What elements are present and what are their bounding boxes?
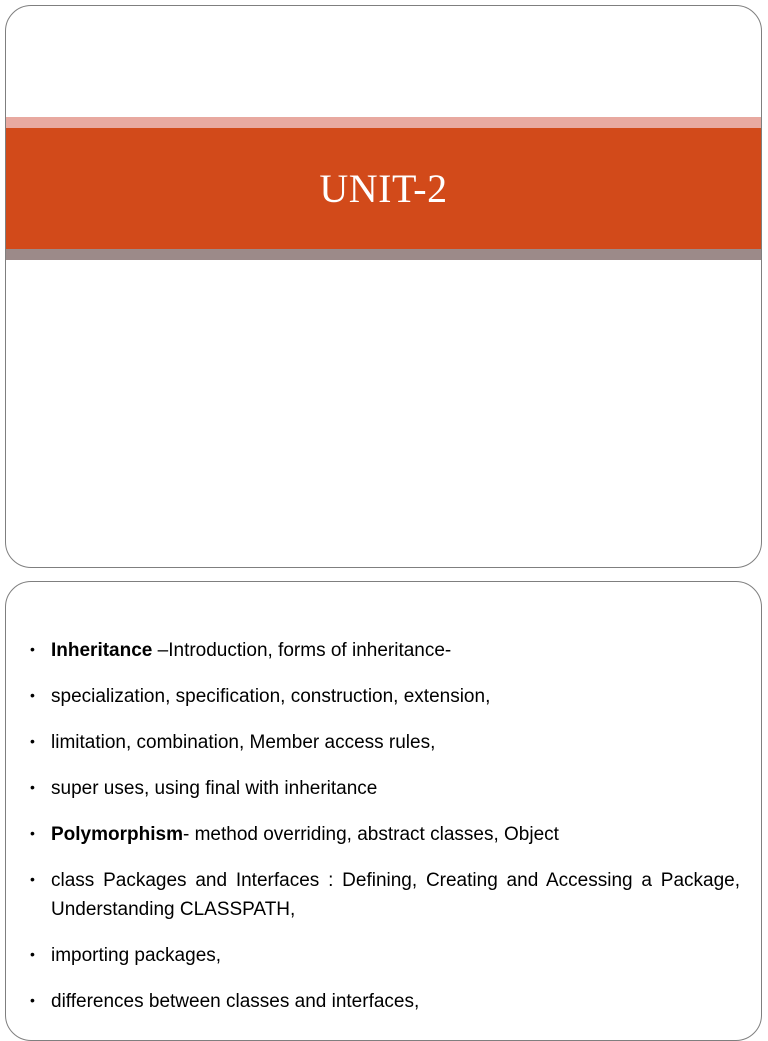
bullet-icon: • xyxy=(30,687,35,703)
bullet-text: –Introduction, forms of inheritance- xyxy=(152,640,452,661)
bullet-icon: • xyxy=(30,641,35,657)
bullet-text: differences between classes and interfaces, xyxy=(51,991,420,1012)
title-band-top-stripe xyxy=(6,117,761,128)
list-item xyxy=(30,682,740,711)
bullet-icon: • xyxy=(30,733,35,749)
title-band-bottom-stripe xyxy=(6,249,761,260)
list-item xyxy=(30,636,740,665)
list-item xyxy=(30,728,740,757)
bullet-text: class Packages and Interfaces : Defining, Creating and Accessing a Package, Understanding CLASSPATH, xyxy=(51,870,740,920)
bullet-list xyxy=(30,636,740,1033)
bullet-icon: • xyxy=(30,779,35,795)
title-slide xyxy=(5,5,762,568)
content-slide xyxy=(5,581,762,1041)
list-item xyxy=(30,987,740,1016)
bullet-icon: • xyxy=(30,992,35,1008)
bullet-text: super uses, using final with inheritance xyxy=(51,778,378,799)
bullet-bold-term: Inheritance xyxy=(51,640,153,661)
bullet-text: specialization, specification, construction, extension, xyxy=(51,686,491,707)
bullet-text: importing packages, xyxy=(51,945,222,966)
list-item xyxy=(30,866,740,924)
bullet-bold-term: Polymorphism xyxy=(51,824,183,845)
list-item xyxy=(30,941,740,970)
bullet-icon: • xyxy=(30,825,35,841)
list-item xyxy=(30,774,740,803)
bullet-text: - method overriding, abstract classes, Object xyxy=(182,824,559,845)
bullet-text: limitation, combination, Member access rules, xyxy=(51,732,436,753)
title-band xyxy=(6,128,761,249)
list-item xyxy=(30,820,740,849)
bullet-icon: • xyxy=(30,946,35,962)
slide-title: UNIT-2 xyxy=(319,166,448,211)
bullet-icon: • xyxy=(30,871,35,887)
